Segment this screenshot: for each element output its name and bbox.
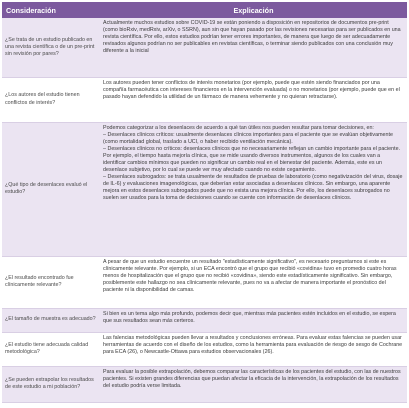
table-row [2,366,407,402]
table-row [2,77,407,122]
row-answer: Si bien es un tema algo más profundo, podemos decir que, mientras más pacientes estén incluidos en el estudio, se espera que sus resultados sean más certeros. [100,308,407,332]
row-answer: Para evaluar la posible extrapolación, debemos comparar las características de los pacientes del estudio, con las de nuestros pacientes. Si existen grandes diferencias que puedan afectar la eficacia de la intervención, la extrapolación de los resultados del estudio podría verse limitada. [100,366,407,402]
row-question: ¿El tamaño de muestra es adecuado? [2,308,100,332]
table-row [2,18,407,77]
row-answer: Actualmente muchos estudios sobre COVID-19 se están poniendo a disposición en repositorios de documentos pre-print (como bioRxiv, medRxiv, arXiv, o SSRN), aun sin que hayan pasado por las revisiones necesarias para ser publicados en una revista científica. Por ello, estos estudios podrían tener errores importantes, de manera que luego de ser adecuadamente revisados algunos podrían no ser publicables en revistas científicas, o terminar siendo publicados con una conclusión muy diferente a la inicial [100,18,407,77]
row-question: ¿El resultado encontrado fue clínicamente relevante? [2,256,100,308]
answer-intro: Podemos categorizar a los desenlaces de acuerdo a qué tan útiles nos pueden resultar para tomar decisiones, en: [103,124,374,131]
answer-item: – Desenlaces clínicos no críticos: desenlaces clínicos que no necesariamente reflejan un cambio importante para el paciente. Por ejemplo, el tiempo hasta mejoría clínica, que se mide usando diversos instrumentos, algunos de los cuales van a identificar cambios mínimos que pueden no significar un cambio real en el bienestar del paciente. Además, este es un desenlace subjetivo, por lo cual se puede ver muy afectado cuando no existe cegamiento. [103,145,401,173]
row-question: ¿El estudio tiene adecuada calidad metodológica? [2,332,100,366]
header-consideracion: Consideración [2,2,100,18]
row-question: ¿Se pueden extrapolar los resultados de este estudio a mi población? [2,366,100,402]
header-explicacion: Explicación [100,2,407,18]
row-question: ¿Se trata de un estudio publicado en una revista científica o de un pre-print sin revisión por pares? [2,18,100,77]
row-answer: Los autores pueden tener conflictos de interés monetarios (por ejemplo, puede que estén siendo financiados por una compañía farmacéutica con intereses financieros en la intervención evaluada) o no monetarios (por ejemplo, puede que en el pasado hayan defendido la utilidad de un fármaco de manera vehemente y no quieran retractarse). [100,77,407,122]
table-row [2,256,407,308]
evaluation-table [2,2,407,403]
table-row [2,308,407,332]
table-row [2,332,407,366]
answer-item: – Desenlaces subrogados: se trata usualmente de resultados de pruebas de laboratorio (como negativización del virus, dosaje de IL-6) y evaluaciones imagenológicas, que deberían estar asociadas a desenlaces clínicos. Sin embargo, una aparente mejora en estos desenlaces subrogados puede que no exista una mejora clínica. Por ello, los desenlaces subrogados no suelen ser usados para la toma de decisiones cuando se cuente con información de desenlaces clínicos. [103,173,403,201]
row-answer: Las falencias metodológicas pueden llevar a resultados y conclusiones erróneas. Para evaluar estas falencias se pueden usar herramientas de acuerdo con el diseño de los estudios, como la herramienta para evaluación de riesgo de sesgo de Cochrane para ECA (26), o Newcastle-Ottawa para estudios observacionales (26). [100,332,407,366]
table-header [2,2,407,18]
evaluation-table-container [2,2,407,406]
table-row [2,122,407,256]
row-answer: A pesar de que un estudio encuentre un resultado "estadísticamente significativo", es necesario preguntarnos si este es clínicamente relevante. Por ejemplo, si un ECA encontró que el grupo que recibió «covidina» tuvo en promedio cuatro horas menos de hospitalización que el grupo que no recibió «covidina», siendo este estadísticamente significativo. Sin embargo, posiblemente este hallazgo no sea clínicamente relevante, pues no va a afectar de manera importante el pronóstico del paciente ni la disponibilidad de camas. [100,256,407,308]
row-question: ¿Los autores del estudio tienen conflictos de interés? [2,77,100,122]
answer-item: – Desenlaces clínicos críticos: usualmente desenlaces clínicos importantes para el paciente que se evalúan objetivamente (como mortalidad global, traslado a UCI, o haber recibido ventilación mecánica). [103,131,393,145]
row-answer [100,122,407,256]
row-question: ¿Qué tipo de desenlaces evaluó el estudio? [2,122,100,256]
